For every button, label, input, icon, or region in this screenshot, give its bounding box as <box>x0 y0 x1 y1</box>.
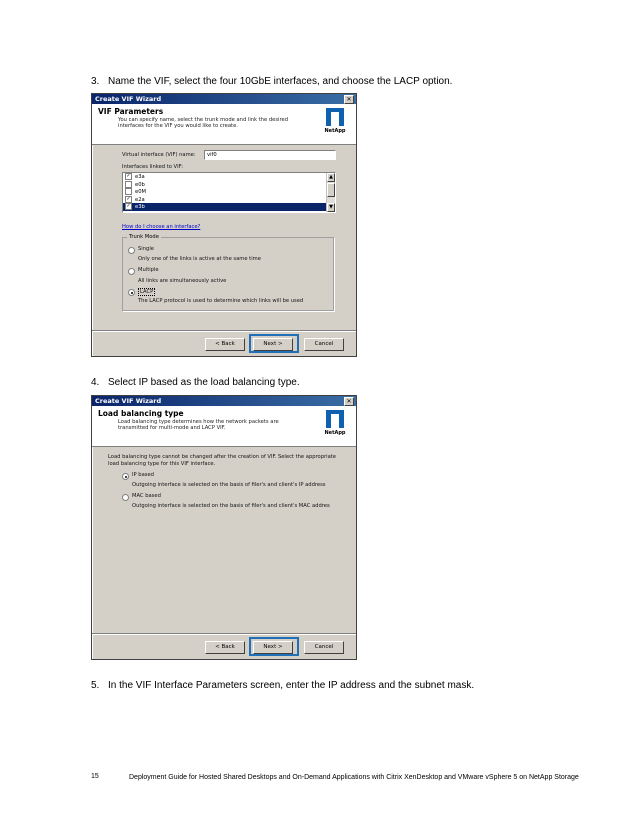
wizard-header-description: You can specify name, select the trunk mode and link the desired interfaces for the VIF you would like to create. <box>118 117 289 130</box>
button-separator <box>92 330 356 332</box>
netapp-logo <box>320 410 350 438</box>
ip-based-radio[interactable] <box>122 473 129 480</box>
listbox-scrollbar[interactable] <box>326 173 335 212</box>
create-vif-wizard-parameters <box>91 93 357 357</box>
step-5-instruction <box>91 680 474 691</box>
scroll-down-arrow-icon[interactable]: ▼ <box>327 203 335 212</box>
mac-based-description: Outgoing interface is selected on the basis of filer's and client's MAC addres <box>132 503 330 509</box>
next-button[interactable]: Next > <box>253 641 293 654</box>
mac-based-label: MAC based <box>132 493 161 499</box>
step-3-instruction <box>91 76 452 87</box>
page-number: 15 <box>91 773 99 780</box>
wizard-header-description: Load balancing type determines how the network packets are transmitted for multi-mode and LACP VIF. <box>118 419 279 432</box>
wizard-body <box>92 447 356 658</box>
list-item[interactable] <box>123 188 335 196</box>
window-titlebar <box>92 94 356 104</box>
step-text: Select IP based as the load balancing type. <box>108 377 300 388</box>
back-button[interactable]: < Back <box>205 641 245 654</box>
mac-based-radio[interactable] <box>122 494 129 501</box>
single-label: Single <box>138 246 154 252</box>
create-vif-wizard-load-balancing <box>91 395 357 660</box>
ip-based-description: Outgoing interface is selected on the basis of filer's and client's IP address <box>132 482 326 488</box>
vif-name-input[interactable]: vif0 <box>204 150 336 160</box>
wizard-body <box>92 145 356 355</box>
step-text: In the VIF Interface Parameters screen, enter the IP address and the subnet mask. <box>108 680 475 691</box>
wizard-header-title: VIF Parameters <box>98 107 164 116</box>
interface-name: e3a <box>135 174 145 180</box>
netapp-logo-text: NetApp <box>324 128 346 134</box>
list-item-selected[interactable] <box>123 203 335 211</box>
list-item[interactable] <box>123 181 335 189</box>
scroll-up-arrow-icon[interactable]: ▲ <box>327 173 335 182</box>
single-radio[interactable] <box>128 247 135 254</box>
vif-name-label: Virtual interface (VIF) name: <box>122 152 196 158</box>
single-description: Only one of the links is active at the same time <box>138 256 261 262</box>
close-icon[interactable]: ✕ <box>344 95 354 104</box>
interface-name: e3b <box>135 204 145 210</box>
next-button[interactable]: Next > <box>253 338 293 351</box>
cancel-button[interactable]: Cancel <box>304 641 344 654</box>
multiple-label: Multiple <box>138 267 159 273</box>
trunk-mode-group <box>122 234 334 311</box>
checkbox[interactable]: ✓ <box>126 203 131 209</box>
checkbox[interactable]: ✓ <box>126 195 131 202</box>
close-icon[interactable]: ✕ <box>344 397 354 406</box>
step-4-instruction <box>91 377 300 388</box>
multiple-radio[interactable] <box>128 268 135 275</box>
interface-name: e0M <box>135 189 146 195</box>
window-titlebar <box>92 396 356 406</box>
ip-based-label: IP based <box>132 472 154 478</box>
cancel-button[interactable]: Cancel <box>304 338 344 351</box>
footer-text: Deployment Guide for Hosted Shared Desktops and On-Demand Applications with Citrix XenDesktop and VMware vSphere 5 on NetApp Storage <box>129 774 579 781</box>
netapp-logo-icon <box>326 410 344 428</box>
trunk-mode-label: Trunk Mode <box>129 234 159 240</box>
step-number: 4. <box>91 377 100 388</box>
button-separator <box>92 633 356 635</box>
step-number: 3. <box>91 76 100 87</box>
interface-name: e2a <box>135 196 145 203</box>
netapp-logo-icon <box>326 108 344 126</box>
step-number: 5. <box>91 680 100 691</box>
window-title: Create VIF Wizard <box>95 397 162 405</box>
lacp-label: LACP <box>140 289 154 295</box>
load-balancing-note: Load balancing type cannot be changed after the creation of VIF. Select the appropriate load balancing type for this VIF interface. <box>108 454 336 467</box>
interfaces-listbox[interactable] <box>122 172 336 213</box>
window-title: Create VIF Wizard <box>95 95 162 103</box>
checkbox[interactable] <box>125 188 132 195</box>
netapp-logo-text: NetApp <box>324 430 346 436</box>
lacp-description: The LACP protocol is used to determine which links will be used <box>138 298 304 304</box>
multiple-description: All links are simultaneously active <box>138 278 227 284</box>
wizard-header <box>92 104 356 145</box>
interface-name: e0b <box>135 181 145 188</box>
back-button[interactable]: < Back <box>205 338 245 351</box>
checkbox[interactable]: ✓ <box>126 173 131 179</box>
wizard-header-title: Load balancing type <box>98 409 184 418</box>
list-item[interactable] <box>123 196 335 204</box>
help-link[interactable]: How do I choose an interface? <box>122 224 201 230</box>
interfaces-label: Interfaces linked to VIF: <box>122 164 183 170</box>
netapp-logo <box>320 108 350 136</box>
lacp-radio[interactable] <box>128 289 135 296</box>
list-item[interactable] <box>123 173 335 181</box>
wizard-header <box>92 406 356 447</box>
checkbox[interactable] <box>125 181 132 188</box>
step-text: Name the VIF, select the four 10GbE interfaces, and choose the LACP option. <box>108 76 453 87</box>
scroll-thumb[interactable] <box>327 183 335 197</box>
